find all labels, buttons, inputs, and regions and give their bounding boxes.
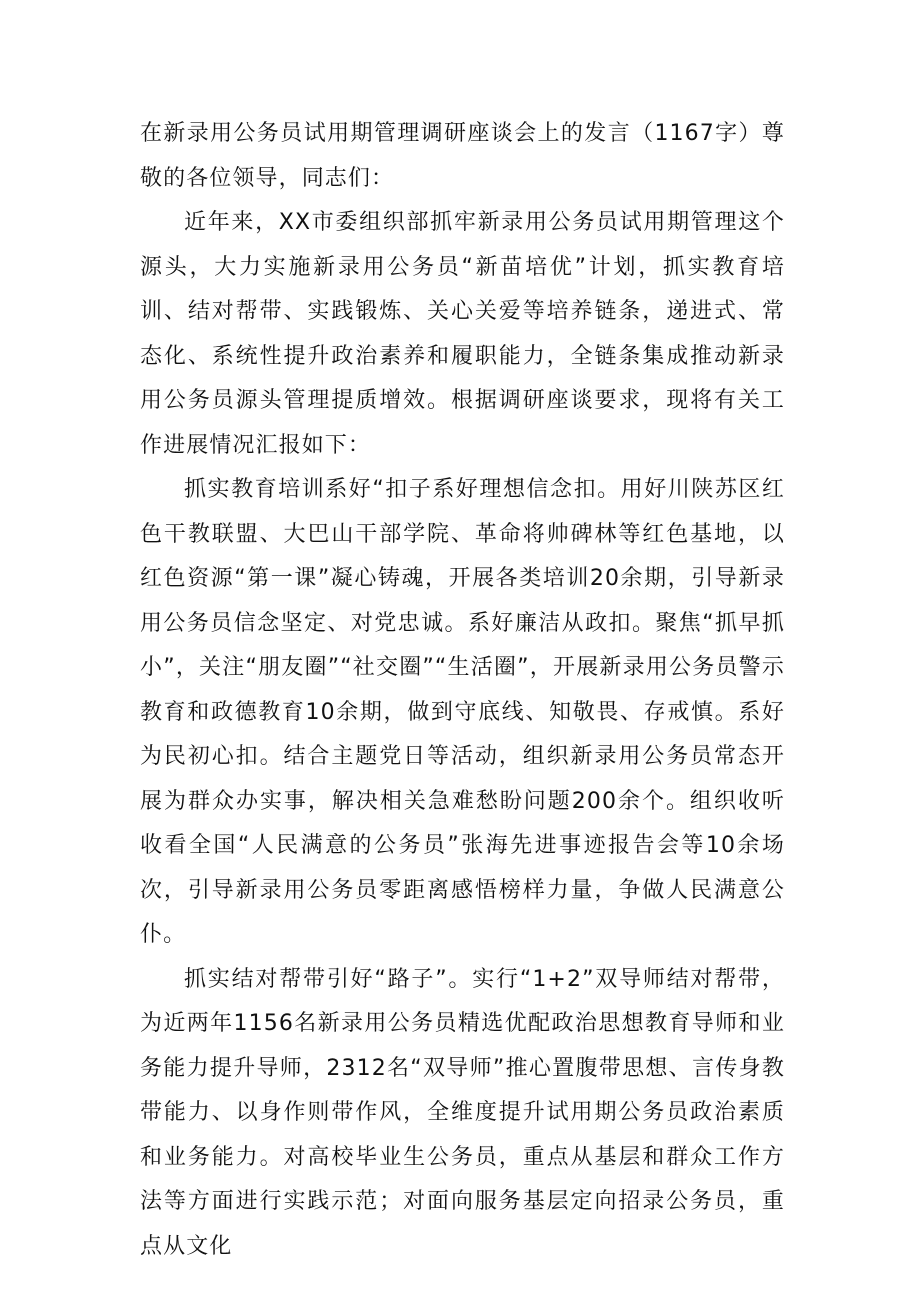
- paragraph-mentoring: 抓实结对帮带引好“路子”。实行“1+2”双导师结对帮带，为近两年1156名新录用公务员精选优配政治思想教育导师和业务能力提升导师，2312名“双导师”推心置腹带思想、言传身教带能力、以身作则带作风，全维度提升试用期公务员政治素质和业务能力。对高校毕业生公务员，重点从基层和群众工作方法等方面进行实践示范；对面向服务基层定向招录公务员，重点从文化: [140, 966, 785, 1259]
- document-body: [140, 112, 785, 1269]
- document-title-line: 在新录用公务员试用期管理调研座谈会上的发言（1167字）尊敬的各位领导，同志们：: [140, 121, 785, 191]
- paragraph-intro: 近年来，XX市委组织部抓牢新录用公务员试用期管理这个源头，大力实施新录用公务员“新苗培优”计划，抓实教育培训、结对帮带、实践锻炼、关心关爱等培养链条，递进式、常态化、系统性提升政治素养和履职能力，全链条集成推动新录用公务员源头管理提质增效。根据调研座谈要求，现将有关工作进展情况汇报如下：: [140, 210, 785, 458]
- paragraph-education-training: 抓实教育培训系好“扣子系好理想信念扣。用好川陕苏区红色干教联盟、大巴山干部学院、革命将帅碑林等红色基地，以红色资源“第一课”凝心铸魂，开展各类培训20余期，引导新录用公务员信念坚定、对党忠诚。系好廉洁从政扣。聚焦“抓早抓小”，关注“朋友圈”“社交圈”“生活圈”，开展新录用公务员警示教育和政德教育10余期，做到守底线、知敬畏、存戒慎。系好为民初心扣。结合主题党日等活动，组织新录用公务员常态开展为群众办实事，解决相关急难愁盼问题200余个。组织收听收看全国“人民满意的公务员”张海先进事迹报告会等10余场次，引导新录用公务员零距离感悟榜样力量，争做人民满意公仆。: [140, 477, 785, 947]
